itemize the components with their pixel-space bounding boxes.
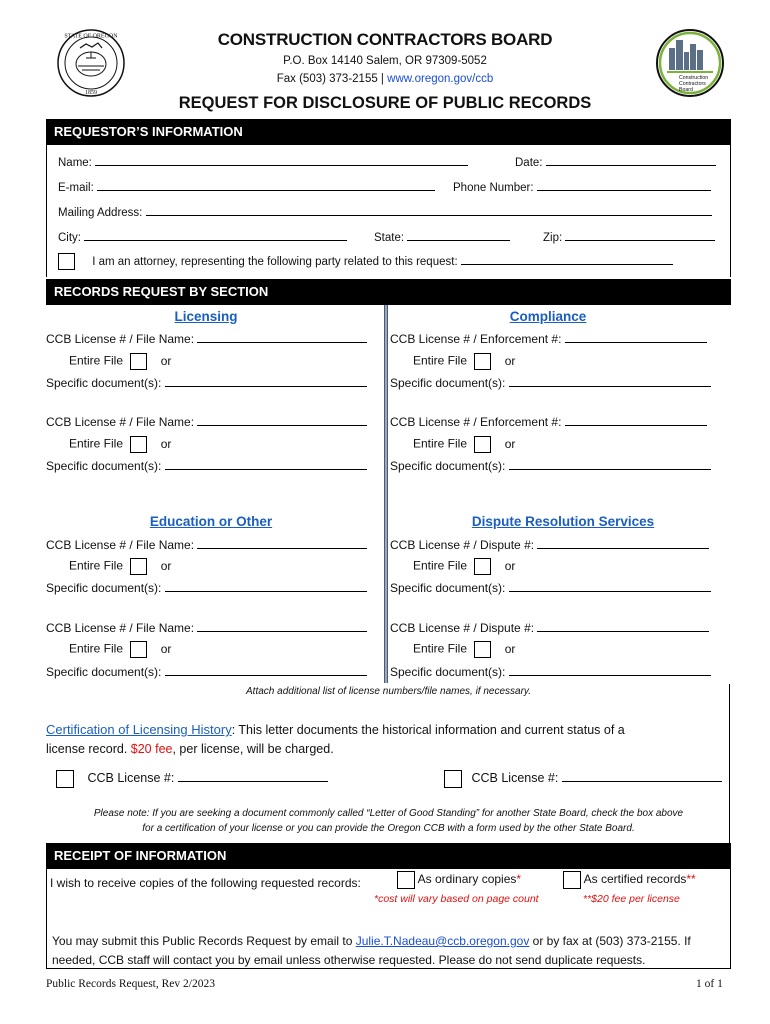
mailing-address-field[interactable] bbox=[58, 204, 712, 219]
specific-label: Specific document(s): bbox=[390, 376, 506, 390]
certification-block bbox=[46, 720, 731, 759]
or-label: or bbox=[504, 641, 516, 656]
certification-heading: Certification of Licensing History bbox=[46, 722, 232, 737]
compliance-entire-file-checkbox[interactable] bbox=[474, 436, 491, 453]
submit-email-link[interactable]: Julie.T.Nadeau@ccb.oregon.gov bbox=[355, 934, 530, 948]
cert-license-checkbox-1[interactable] bbox=[56, 770, 74, 788]
licensing-specific-blank[interactable] bbox=[165, 375, 367, 387]
phone-blank[interactable] bbox=[537, 179, 711, 191]
specific-label: Specific document(s): bbox=[390, 459, 506, 473]
or-label: or bbox=[504, 436, 516, 451]
licensing-field-2[interactable] bbox=[46, 414, 367, 429]
licensing-entire-file-2 bbox=[69, 436, 171, 453]
mailing-blank[interactable] bbox=[146, 204, 712, 216]
licensing-entire-file-1 bbox=[69, 353, 171, 370]
logo-line-1: Construction bbox=[679, 75, 709, 81]
licensing-field-label: CCB License # / File Name: bbox=[46, 332, 195, 346]
specific-label: Specific document(s): bbox=[46, 665, 162, 679]
attorney-row bbox=[58, 253, 673, 270]
or-label: or bbox=[504, 353, 516, 368]
entire-file-label: Entire File bbox=[413, 353, 468, 368]
column-divider bbox=[384, 305, 388, 683]
email-field[interactable] bbox=[58, 179, 435, 194]
compliance-field-1[interactable] bbox=[390, 331, 707, 346]
licensing-specific-blank[interactable] bbox=[165, 458, 367, 470]
certification-text-1: : This letter documents the historical information and current status of a bbox=[231, 723, 625, 737]
or-label: or bbox=[160, 353, 172, 368]
state-blank[interactable] bbox=[407, 229, 510, 241]
or-label: or bbox=[160, 641, 172, 656]
ordinary-copies-label: As ordinary copies bbox=[417, 872, 517, 887]
specific-label: Specific document(s): bbox=[390, 665, 506, 679]
attorney-label: I am an attorney, representing the following party related to this request: bbox=[92, 256, 458, 268]
name-blank[interactable] bbox=[95, 154, 468, 166]
compliance-specific-blank[interactable] bbox=[509, 458, 711, 470]
education-field-label: CCB License # / File Name: bbox=[46, 538, 195, 552]
state-field[interactable] bbox=[374, 229, 510, 244]
mailing-label: Mailing Address: bbox=[58, 207, 143, 219]
good-standing-note bbox=[46, 806, 731, 836]
cert-license-label: CCB License #: bbox=[87, 771, 175, 786]
submit-text-2: needed, CCB staff will contact you by email unless otherwise requested. Please do not send duplicate requests. bbox=[52, 953, 646, 967]
cert-license-label: CCB License #: bbox=[471, 771, 559, 786]
certification-text-2a: license record. bbox=[46, 742, 131, 756]
dispute-specific-2[interactable] bbox=[390, 664, 711, 679]
zip-blank[interactable] bbox=[565, 229, 715, 241]
entire-file-label: Entire File bbox=[69, 558, 124, 573]
compliance-field-blank[interactable] bbox=[565, 414, 707, 426]
entire-file-label: Entire File bbox=[413, 641, 468, 656]
date-blank[interactable] bbox=[546, 154, 716, 166]
compliance-field-2[interactable] bbox=[390, 414, 707, 429]
ordinary-copies-mark: * bbox=[516, 872, 522, 887]
entire-file-label: Entire File bbox=[69, 641, 124, 656]
name-field[interactable] bbox=[58, 154, 468, 169]
certified-records-note: **$20 fee per license bbox=[583, 893, 680, 905]
dispute-field-2[interactable] bbox=[390, 620, 709, 635]
dispute-entire-file-1 bbox=[413, 558, 515, 575]
entire-file-label: Entire File bbox=[69, 353, 124, 368]
form-revision: Public Records Request, Rev 2/2023 bbox=[46, 978, 215, 990]
licensing-specific-2[interactable] bbox=[46, 458, 367, 473]
dispute-specific-blank[interactable] bbox=[509, 664, 711, 676]
city-blank[interactable] bbox=[84, 229, 347, 241]
dispute-field-1[interactable] bbox=[390, 537, 709, 552]
submission-instructions bbox=[52, 932, 727, 970]
dispute-specific-blank[interactable] bbox=[509, 580, 711, 592]
form-title: REQUEST FOR DISCLOSURE OF PUBLIC RECORDS bbox=[178, 94, 592, 112]
ordinary-copies-note: *cost will vary based on page count bbox=[374, 893, 539, 905]
or-label: or bbox=[160, 558, 172, 573]
org-fax: Fax (503) 373-2155 | bbox=[276, 73, 384, 85]
licensing-field-blank[interactable] bbox=[197, 331, 367, 343]
education-entire-file-2 bbox=[69, 641, 171, 658]
cert-license-blank-2[interactable] bbox=[562, 770, 722, 782]
seal-year: 1859 bbox=[85, 90, 97, 96]
dispute-field-blank[interactable] bbox=[537, 620, 709, 632]
seal-text: STATE OF OREGON bbox=[64, 33, 118, 40]
compliance-entire-file-1 bbox=[413, 353, 515, 370]
education-entire-file-checkbox[interactable] bbox=[130, 641, 147, 658]
dispute-field-label: CCB License # / Dispute #: bbox=[390, 538, 535, 552]
org-website-link[interactable]: www.oregon.gov/ccb bbox=[387, 73, 494, 85]
certified-records-mark: ** bbox=[686, 872, 696, 887]
phone-field[interactable] bbox=[453, 179, 711, 194]
certification-text-2b: , per license, will be charged. bbox=[172, 742, 334, 756]
education-specific-blank[interactable] bbox=[165, 580, 367, 592]
email-label: E-mail: bbox=[58, 182, 94, 194]
dispute-field-label: CCB License # / Dispute #: bbox=[390, 621, 535, 635]
education-field-label: CCB License # / File Name: bbox=[46, 621, 195, 635]
entire-file-label: Entire File bbox=[413, 558, 468, 573]
specific-label: Specific document(s): bbox=[46, 376, 162, 390]
page-number: 1 of 1 bbox=[696, 978, 723, 990]
org-title: CONSTRUCTION CONTRACTORS BOARD bbox=[217, 30, 553, 49]
education-field-2[interactable] bbox=[46, 620, 367, 635]
receipt-prompt: I wish to receive copies of the following requested records: bbox=[50, 876, 361, 890]
education-field-blank[interactable] bbox=[197, 620, 367, 632]
compliance-specific-blank[interactable] bbox=[509, 375, 711, 387]
compliance-specific-1[interactable] bbox=[390, 375, 711, 390]
receipt-section-header: RECEIPT OF INFORMATION bbox=[46, 843, 731, 869]
certified-records-option bbox=[563, 871, 696, 889]
city-label: City: bbox=[58, 232, 81, 244]
dispute-entire-file-2 bbox=[413, 641, 515, 658]
compliance-field-label: CCB License # / Enforcement #: bbox=[390, 415, 562, 429]
specific-label: Specific document(s): bbox=[46, 581, 162, 595]
cert-license-blank-1[interactable] bbox=[178, 770, 328, 782]
cert-license-field-1 bbox=[56, 770, 328, 788]
education-specific-blank[interactable] bbox=[165, 664, 367, 676]
dispute-specific-1[interactable] bbox=[390, 580, 711, 595]
compliance-specific-2[interactable] bbox=[390, 458, 711, 473]
zip-field[interactable] bbox=[543, 229, 715, 244]
zip-label: Zip: bbox=[543, 232, 563, 244]
education-entire-file-checkbox[interactable] bbox=[130, 558, 147, 575]
certified-records-label: As certified records bbox=[583, 872, 687, 887]
good-standing-note-2: for a certification of your license or you can provide the Oregon CCB with a form used by the other State Board. bbox=[142, 823, 635, 834]
date-field[interactable] bbox=[515, 154, 716, 169]
certified-records-checkbox[interactable] bbox=[563, 871, 581, 889]
org-contact bbox=[0, 73, 770, 85]
records-section-header: RECORDS REQUEST BY SECTION bbox=[46, 279, 731, 305]
date-label: Date: bbox=[515, 157, 543, 169]
licensing-specific-1[interactable] bbox=[46, 375, 367, 390]
submit-text-1b: or by fax at (503) 373-2155. If bbox=[529, 934, 691, 948]
education-field-1[interactable] bbox=[46, 537, 367, 552]
compliance-heading: Compliance bbox=[509, 309, 587, 324]
org-address: P.O. Box 14140 Salem, OR 97309-5052 bbox=[283, 55, 487, 67]
requestor-section-header: REQUESTOR’S INFORMATION bbox=[46, 119, 731, 145]
cert-license-field-2 bbox=[444, 770, 722, 788]
dispute-entire-file-checkbox[interactable] bbox=[474, 641, 491, 658]
certification-fee: $20 fee bbox=[130, 742, 173, 756]
education-field-blank[interactable] bbox=[197, 537, 367, 549]
education-specific-2[interactable] bbox=[46, 664, 367, 679]
dispute-field-blank[interactable] bbox=[537, 537, 709, 549]
attach-note: Attach additional list of license numbers/file names, if necessary. bbox=[246, 686, 531, 697]
ordinary-copies-checkbox[interactable] bbox=[397, 871, 415, 889]
email-blank[interactable] bbox=[97, 179, 435, 191]
compliance-field-label: CCB License # / Enforcement #: bbox=[390, 332, 562, 346]
licensing-heading: Licensing bbox=[174, 309, 238, 324]
compliance-entire-file-checkbox[interactable] bbox=[474, 353, 491, 370]
specific-label: Specific document(s): bbox=[390, 581, 506, 595]
licensing-entire-file-checkbox[interactable] bbox=[130, 353, 147, 370]
education-entire-file-1 bbox=[69, 558, 171, 575]
licensing-entire-file-checkbox[interactable] bbox=[130, 436, 147, 453]
dispute-entire-file-checkbox[interactable] bbox=[474, 558, 491, 575]
specific-label: Specific document(s): bbox=[46, 459, 162, 473]
compliance-entire-file-2 bbox=[413, 436, 515, 453]
state-label: State: bbox=[374, 232, 405, 244]
city-field[interactable] bbox=[58, 229, 347, 244]
entire-file-label: Entire File bbox=[413, 436, 468, 451]
phone-label: Phone Number: bbox=[453, 182, 534, 194]
education-heading: Education or Other bbox=[149, 514, 273, 529]
licensing-field-1[interactable] bbox=[46, 331, 367, 346]
ordinary-copies-option bbox=[397, 871, 521, 889]
logo-line-3: Board bbox=[679, 87, 693, 93]
education-specific-1[interactable] bbox=[46, 580, 367, 595]
compliance-field-blank[interactable] bbox=[565, 331, 707, 343]
attorney-checkbox[interactable] bbox=[58, 253, 75, 270]
cert-license-checkbox-2[interactable] bbox=[444, 770, 462, 788]
good-standing-note-1: Please note: If you are seeking a document commonly called “Letter of Good Standing” for another State Board, check the box above bbox=[93, 808, 684, 819]
dispute-heading: Dispute Resolution Services bbox=[471, 514, 655, 529]
name-label: Name: bbox=[58, 157, 92, 169]
or-label: or bbox=[160, 436, 172, 451]
licensing-field-blank[interactable] bbox=[197, 414, 367, 426]
attorney-party-blank[interactable] bbox=[461, 253, 673, 265]
licensing-field-label: CCB License # / File Name: bbox=[46, 415, 195, 429]
or-label: or bbox=[504, 558, 516, 573]
submit-text-1a: You may submit this Public Records Request by email to bbox=[52, 934, 356, 948]
logo-line-2: Contractors bbox=[679, 81, 706, 87]
entire-file-label: Entire File bbox=[69, 436, 124, 451]
